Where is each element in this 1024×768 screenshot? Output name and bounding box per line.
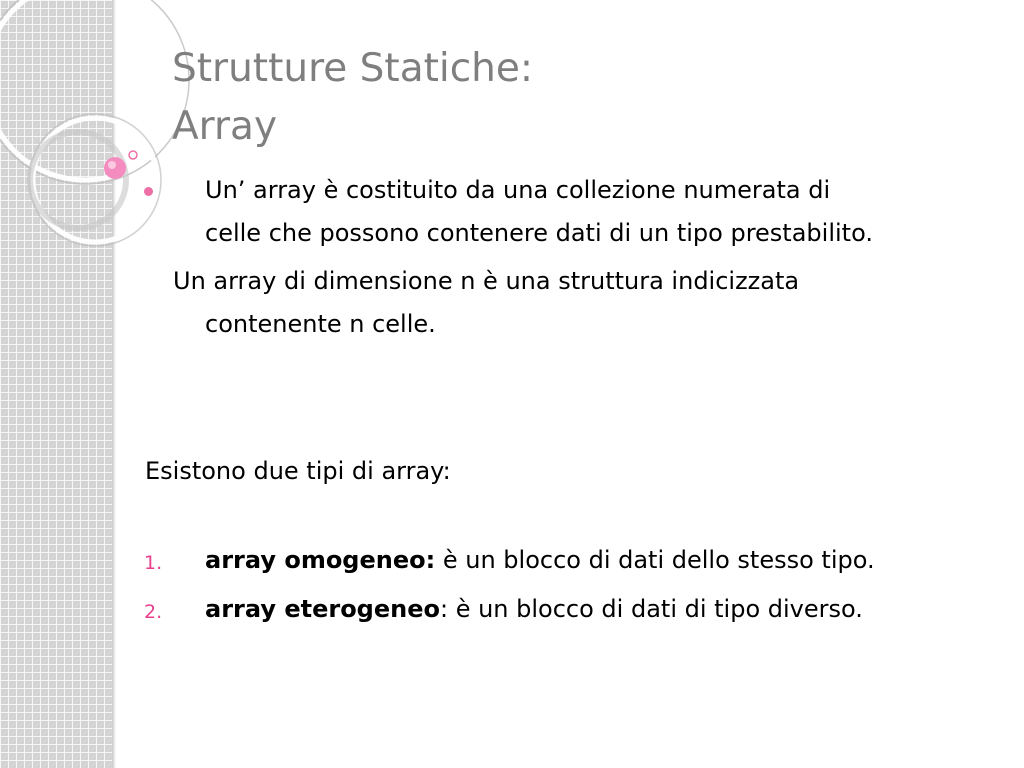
array-types-intro: Esistono due tipi di array: bbox=[145, 457, 451, 485]
list-item-homogeneous bbox=[205, 539, 875, 582]
list-item-term: array omogeneo: bbox=[205, 546, 436, 574]
list-number-2: 2. bbox=[144, 601, 163, 623]
bullet-line-2: celle che possono contenere dati di un tipo prestabilito. bbox=[205, 219, 873, 247]
bullet-paragraph bbox=[205, 169, 873, 255]
array-definition-paragraph bbox=[173, 260, 799, 346]
slide-title bbox=[172, 40, 533, 156]
list-number-1: 1. bbox=[144, 552, 163, 574]
title-line-1: Strutture Statiche: bbox=[172, 46, 534, 91]
bullet-line-1: Un’ array è costituito da una collezione numerata di bbox=[205, 176, 831, 204]
side-grid-strip bbox=[0, 0, 112, 768]
list-item-text: è un blocco di dati dello stesso tipo. bbox=[435, 546, 875, 574]
definition-line-1: Un array di dimensione n è una struttura indicizzata bbox=[173, 267, 800, 295]
side-strip-edge bbox=[112, 0, 116, 768]
bullet-dot-icon bbox=[144, 187, 153, 196]
definition-line-2: contenente n celle. bbox=[205, 310, 436, 338]
list-item-term: array eterogeneo bbox=[205, 595, 440, 623]
pink-ring-icon bbox=[129, 151, 137, 159]
list-item-heterogeneous bbox=[205, 588, 863, 631]
list-item-text: : è un blocco di dati di tipo diverso. bbox=[439, 595, 863, 623]
title-line-2: Array bbox=[172, 104, 278, 149]
